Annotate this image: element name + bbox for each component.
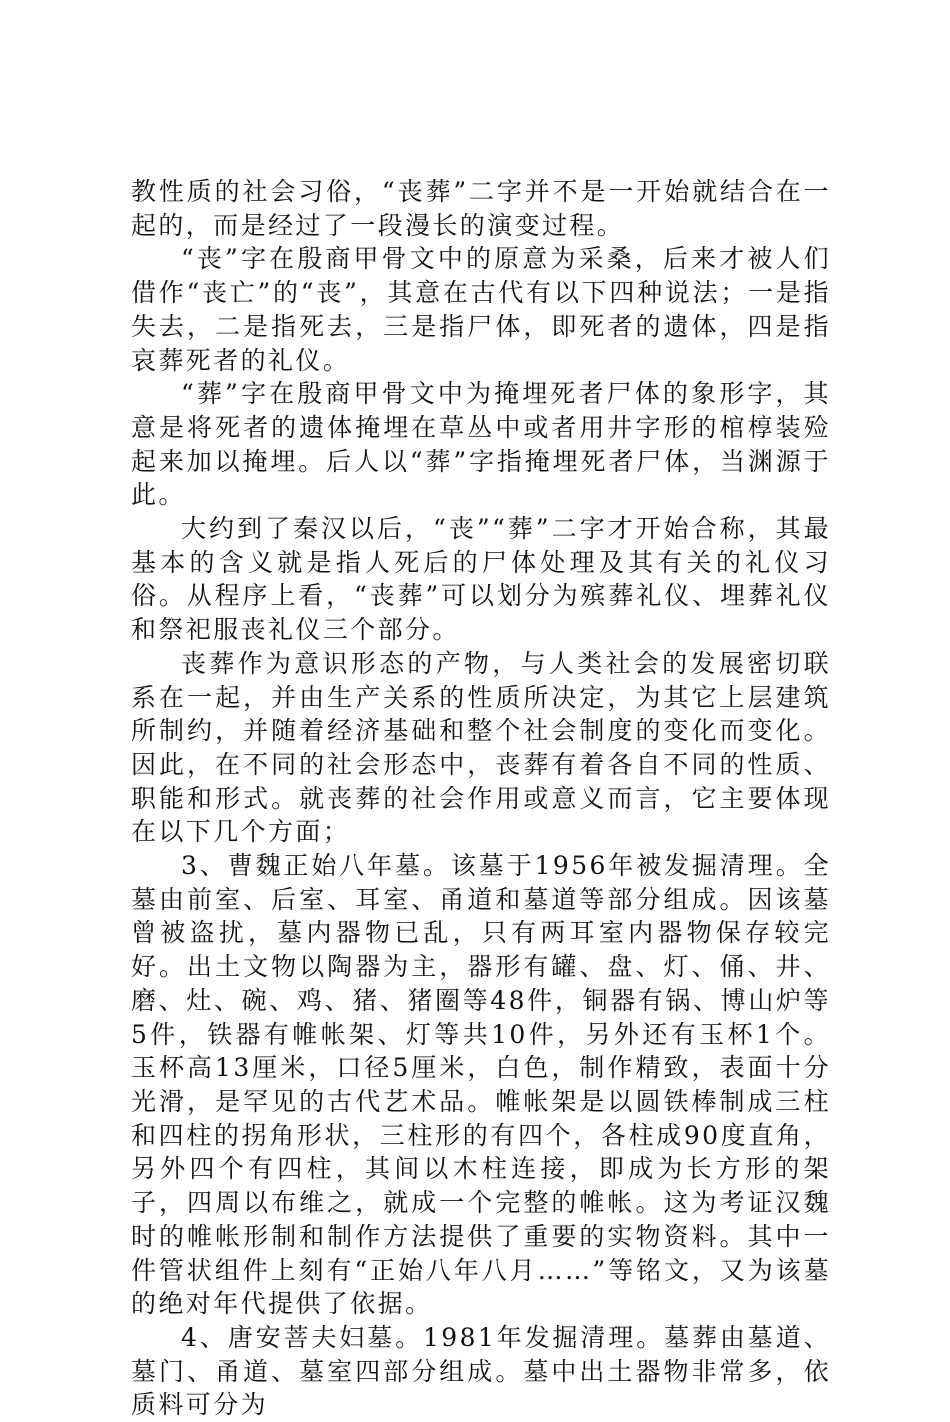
paragraph-continuation: 教性质的社会习俗，“丧葬”二字并不是一开始就结合在一起的，而是经过了一段漫长的演变过程。 — [131, 177, 831, 240]
paragraph-ideology: 丧葬作为意识形态的产物，与人类社会的发展密切联系在一起，并由生产关系的性质所决定，为其它上层建筑所制约，并随着经济基础和整个社会制度的变化而变化。因此，在不同的社会形态中，丧葬有着各自不同的性质、职能和形式。就丧葬的社会作用或意义而言，它主要体现在以下几个方面； — [131, 648, 831, 847]
paragraph-tang-anpu-tomb: 4、唐安菩夫妇墓。1981年发掘清理。墓葬由墓道、墓门、甬道、墓室四部分组成。墓中出土器物非常多，依质料可分为 — [131, 1322, 831, 1420]
paragraph-sang-character: “丧”字在殷商甲骨文中的原意为采桑，后来才被人们借作“丧亡”的“丧”，其意在古代有以下四种说法；一是指失去，二是指死去，三是指尸体，即死者的遗体，四是指哀葬死者的礼仪。 — [131, 244, 831, 375]
paragraph-qin-han-origin: 大约到了秦汉以后，“丧”“葬”二字才开始合称，其最基本的含义就是指人死后的尸体处理及其有关的礼仪习俗。从程序上看，“丧葬”可以划分为殡葬礼仪、埋葬礼仪和祭祀服丧礼仪三个部分。 — [131, 514, 831, 645]
paragraph-zang-character: “葬”字在殷商甲骨文中为掩埋死者尸体的象形字，其意是将死者的遗体掩埋在草丛中或者用井字形的棺椁装殓起来加以掩埋。后人以“葬”字指掩埋死者尸体，当渊源于此。 — [131, 379, 831, 510]
body-text — [131, 175, 831, 1422]
paragraph-cao-wei-tomb: 3、曹魏正始八年墓。该墓于1956年被发掘清理。全墓由前室、后室、耳室、甬道和墓道等部分组成。因该墓曾被盗扰，墓内器物已乱，只有两耳室内器物保存较完好。出土文物以陶器为主，器形有罐、盘、灯、俑、井、磨、灶、碗、鸡、猪、猪圈等48件，铜器有锅、博山炉等5件，铁器有帷帐架、灯等共10件，另外还有玉杯1个。玉杯高13厘米，口径5厘米，白色，制作精致，表面十分光滑，是罕见的古代艺术品。帷帐架是以圆铁棒制成三柱和四柱的拐角形状，三柱形的有四个，各柱成90度直角，另外四个有四柱，其间以木柱连接，即成为长方形的架子，四周以布维之，就成一个完整的帷帐。这为考证汉魏时的帷帐形制和制作方法提供了重要的实物资料。其中一件管状组件上刻有“正始八年八月……”等铭文，又为该墓的绝对年代提供了依据。 — [131, 851, 831, 1319]
